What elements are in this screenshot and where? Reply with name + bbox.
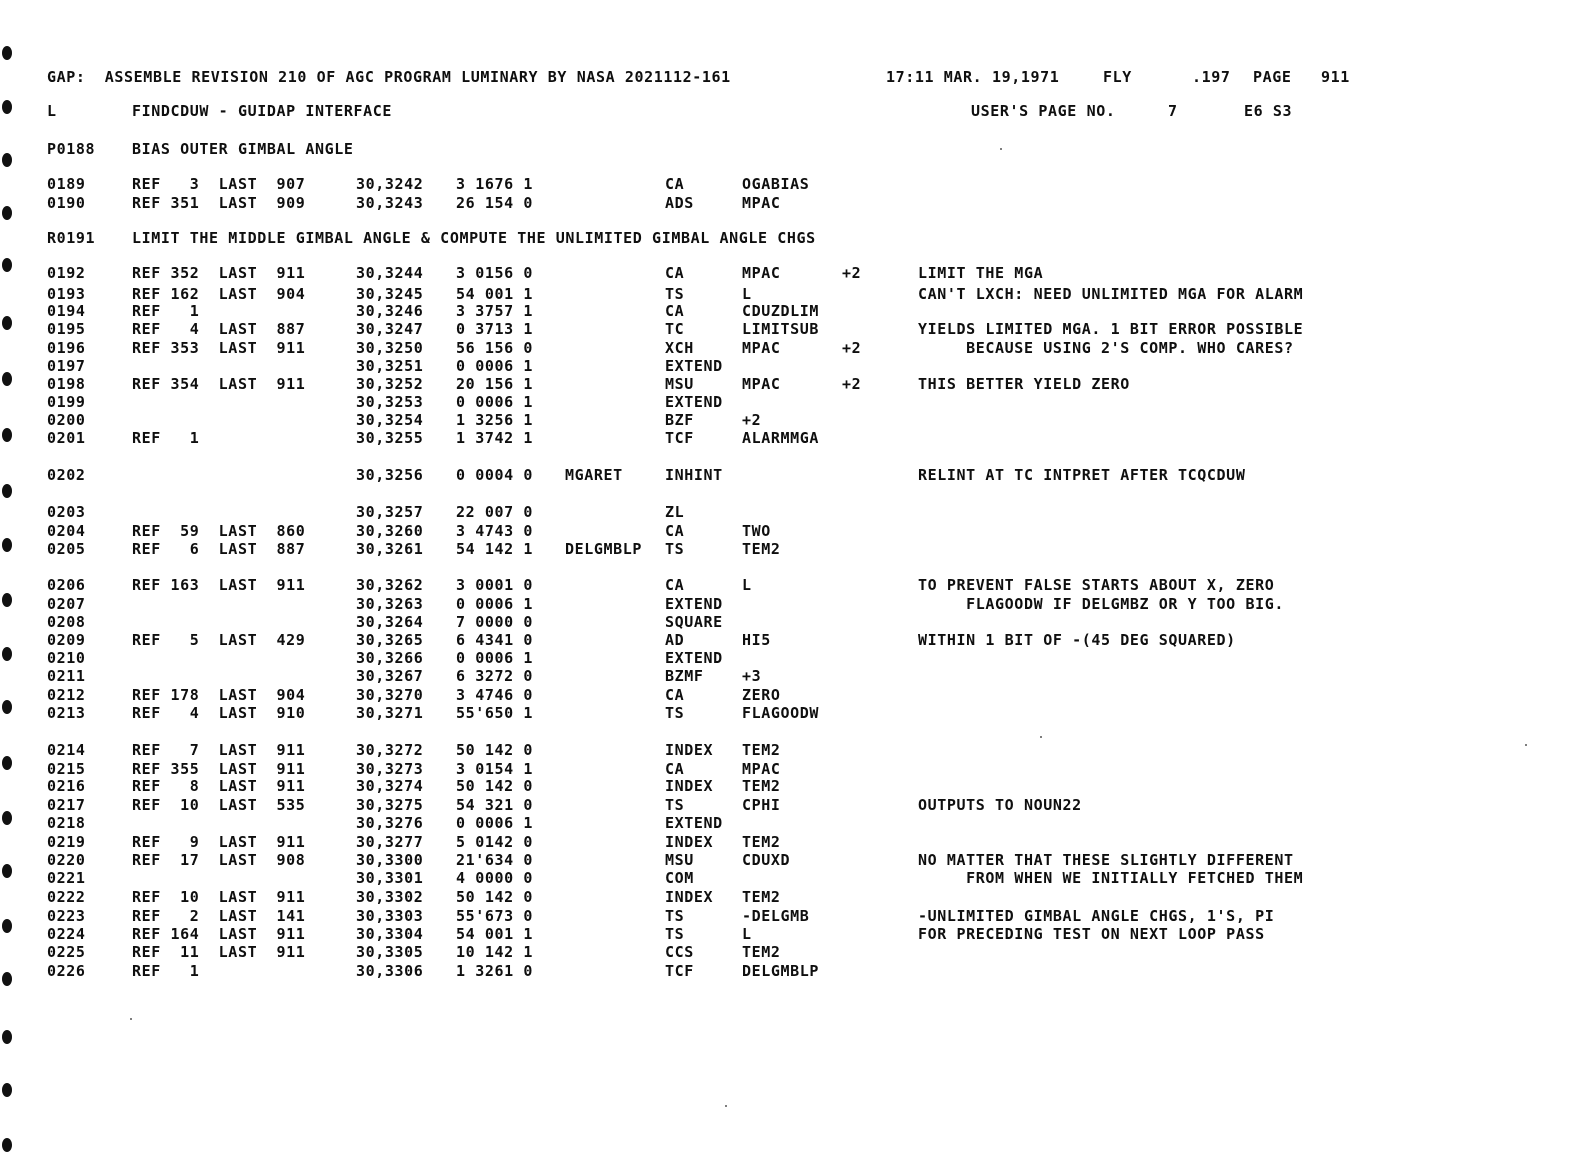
- page-number: 911: [1321, 68, 1350, 86]
- octal-word: 54 321 0: [456, 796, 534, 814]
- line-number: 0204: [47, 522, 86, 540]
- comment: RELINT AT TC INTPRET AFTER TCQCDUW: [918, 466, 1246, 484]
- octal-word: 55'673 0: [456, 907, 534, 925]
- octal-word: 0 0006 1: [456, 357, 534, 375]
- operand: TEM2: [742, 741, 781, 759]
- location: 30,3300: [356, 851, 424, 869]
- line-number: 0198: [47, 375, 86, 393]
- feed-hole: [2, 258, 12, 272]
- remark-text: BIAS OUTER GIMBAL ANGLE: [132, 140, 354, 158]
- feed-hole: [2, 100, 12, 114]
- opcode: BZF: [665, 411, 694, 429]
- ref-column: REF 164 LAST 911: [132, 925, 306, 943]
- operand: CPHI: [742, 796, 781, 814]
- ref-column: REF 10 LAST 535: [132, 796, 306, 814]
- line-number: 0223: [47, 907, 86, 925]
- line-number: 0205: [47, 540, 86, 558]
- line-number: 0202: [47, 466, 86, 484]
- ref-column: REF 352 LAST 911: [132, 264, 306, 282]
- location: 30,3302: [356, 888, 424, 906]
- line-number: 0222: [47, 888, 86, 906]
- opcode: TS: [665, 796, 685, 814]
- ref-column: REF 11 LAST 911: [132, 943, 306, 961]
- feed-hole: [2, 756, 12, 770]
- octal-word: 54 001 1: [456, 925, 534, 943]
- feed-hole: [2, 538, 12, 552]
- operand: L: [742, 576, 752, 594]
- opcode: TCF: [665, 962, 694, 980]
- subheader-title: FINDCDUW - GUIDAP INTERFACE: [132, 102, 393, 120]
- opcode: CA: [665, 576, 685, 594]
- operand: TEM2: [742, 888, 781, 906]
- octal-word: 4 0000 0: [456, 869, 534, 887]
- octal-word: 0 0006 1: [456, 649, 534, 667]
- comment: CAN'T LXCH: NEED UNLIMITED MGA FOR ALARM: [918, 285, 1304, 303]
- paper-speck: [725, 1105, 727, 1107]
- ref-column: REF 7 LAST 911: [132, 741, 306, 759]
- sheet-id: E6 S3: [1244, 102, 1293, 120]
- ref-column: REF 8 LAST 911: [132, 777, 306, 795]
- line-number: 0217: [47, 796, 86, 814]
- location: 30,3274: [356, 777, 424, 795]
- ref-column: REF 2 LAST 141: [132, 907, 306, 925]
- line-number: 0193: [47, 285, 86, 303]
- operand-offset: +2: [842, 375, 862, 393]
- ref-column: REF 353 LAST 911: [132, 339, 306, 357]
- octal-word: 22 007 0: [456, 503, 534, 521]
- line-number: 0221: [47, 869, 86, 887]
- octal-word: 3 0154 1: [456, 760, 534, 778]
- remark-line-number: R0191: [47, 229, 96, 247]
- line-number: 0200: [47, 411, 86, 429]
- line-number: 0194: [47, 302, 86, 320]
- ref-column: REF 6 LAST 887: [132, 540, 306, 558]
- opcode: INDEX: [665, 741, 714, 759]
- opcode: TS: [665, 907, 685, 925]
- operand: TWO: [742, 522, 771, 540]
- comment: NO MATTER THAT THESE SLIGHTLY DIFFERENT: [918, 851, 1294, 869]
- octal-word: 0 0006 1: [456, 595, 534, 613]
- location: 30,3273: [356, 760, 424, 778]
- opcode: SQUARE: [665, 613, 723, 631]
- opcode: TS: [665, 704, 685, 722]
- tractor-feed-holes: [0, 0, 18, 1167]
- remark-text: LIMIT THE MIDDLE GIMBAL ANGLE & COMPUTE THE UNLIMITED GIMBAL ANGLE CHGS: [132, 229, 816, 247]
- ref-column: REF 1: [132, 429, 200, 447]
- feed-hole: [2, 811, 12, 825]
- location: 30,3250: [356, 339, 424, 357]
- octal-word: 1 3742 1: [456, 429, 534, 447]
- feed-hole: [2, 372, 12, 386]
- remark-line-number: P0188: [47, 140, 96, 158]
- opcode: CA: [665, 686, 685, 704]
- feed-hole: [2, 700, 12, 714]
- octal-word: 7 0000 0: [456, 613, 534, 631]
- location: 30,3276: [356, 814, 424, 832]
- location: 30,3263: [356, 595, 424, 613]
- octal-word: 3 4746 0: [456, 686, 534, 704]
- ref-column: REF 4 LAST 887: [132, 320, 306, 338]
- location: 30,3251: [356, 357, 424, 375]
- listing-header-title: GAP: ASSEMBLE REVISION 210 OF AGC PROGRAM LUMINARY BY NASA 2021112-161: [47, 68, 731, 86]
- operand: FLAGOODW: [742, 704, 820, 722]
- octal-word: 0 0006 1: [456, 393, 534, 411]
- location: 30,3260: [356, 522, 424, 540]
- opcode: CA: [665, 302, 685, 320]
- location: 30,3247: [356, 320, 424, 338]
- comment: FLAGOODW IF DELGMBZ OR Y TOO BIG.: [918, 595, 1284, 613]
- feed-hole: [2, 206, 12, 220]
- line-number: 0190: [47, 194, 86, 212]
- comment: -UNLIMITED GIMBAL ANGLE CHGS, 1'S, PI: [918, 907, 1275, 925]
- opcode: CA: [665, 522, 685, 540]
- operand: +2: [742, 411, 762, 429]
- opcode: AD: [665, 631, 685, 649]
- listing-mode: FLY: [1103, 68, 1132, 86]
- opcode: EXTEND: [665, 357, 723, 375]
- operand: TEM2: [742, 777, 781, 795]
- line-number: 0210: [47, 649, 86, 667]
- opcode: INHINT: [665, 466, 723, 484]
- octal-word: 6 3272 0: [456, 667, 534, 685]
- octal-word: 0 0006 1: [456, 814, 534, 832]
- line-number: 0192: [47, 264, 86, 282]
- operand: MPAC: [742, 760, 781, 778]
- location: 30,3275: [356, 796, 424, 814]
- operand: TEM2: [742, 540, 781, 558]
- octal-word: 0 3713 1: [456, 320, 534, 338]
- octal-word: 55'650 1: [456, 704, 534, 722]
- listing-revision: .197: [1192, 68, 1231, 86]
- operand: MPAC: [742, 194, 781, 212]
- ref-column: REF 10 LAST 911: [132, 888, 306, 906]
- operand: OGABIAS: [742, 175, 810, 193]
- operand: HI5: [742, 631, 771, 649]
- comment: WITHIN 1 BIT OF -(45 DEG SQUARED): [918, 631, 1236, 649]
- operand: CDUXD: [742, 851, 791, 869]
- location: 30,3265: [356, 631, 424, 649]
- opcode: CCS: [665, 943, 694, 961]
- comment: OUTPUTS TO NOUN22: [918, 796, 1082, 814]
- comment: BECAUSE USING 2'S COMP. WHO CARES?: [918, 339, 1294, 357]
- octal-word: 50 142 0: [456, 888, 534, 906]
- location: 30,3261: [356, 540, 424, 558]
- ref-column: REF 354 LAST 911: [132, 375, 306, 393]
- paper-speck: [1000, 148, 1002, 150]
- opcode: TCF: [665, 429, 694, 447]
- ref-column: REF 163 LAST 911: [132, 576, 306, 594]
- feed-hole: [2, 484, 12, 498]
- opcode: MSU: [665, 375, 694, 393]
- octal-word: 3 1676 1: [456, 175, 534, 193]
- line-number: 0201: [47, 429, 86, 447]
- octal-word: 3 0156 0: [456, 264, 534, 282]
- location: 30,3255: [356, 429, 424, 447]
- opcode: MSU: [665, 851, 694, 869]
- line-number: 0207: [47, 595, 86, 613]
- operand: -DELGMB: [742, 907, 810, 925]
- opcode: ADS: [665, 194, 694, 212]
- ref-column: REF 59 LAST 860: [132, 522, 306, 540]
- ref-column: REF 162 LAST 904: [132, 285, 306, 303]
- operand-offset: +2: [842, 264, 862, 282]
- location: 30,3253: [356, 393, 424, 411]
- location: 30,3257: [356, 503, 424, 521]
- opcode: BZMF: [665, 667, 704, 685]
- location: 30,3303: [356, 907, 424, 925]
- subheader-marker: L: [47, 102, 57, 120]
- octal-word: 1 3261 0: [456, 962, 534, 980]
- operand: ALARMMGA: [742, 429, 820, 447]
- users-page-number: 7: [1168, 102, 1178, 120]
- octal-word: 3 3757 1: [456, 302, 534, 320]
- comment: LIMIT THE MGA: [918, 264, 1044, 282]
- feed-hole: [2, 864, 12, 878]
- line-number: 0220: [47, 851, 86, 869]
- location: 30,3262: [356, 576, 424, 594]
- location: 30,3244: [356, 264, 424, 282]
- paper-speck: [130, 1018, 132, 1020]
- line-number: 0195: [47, 320, 86, 338]
- feed-hole: [2, 46, 12, 60]
- line-number: 0208: [47, 613, 86, 631]
- location: 30,3272: [356, 741, 424, 759]
- line-number: 0189: [47, 175, 86, 193]
- operand: TEM2: [742, 943, 781, 961]
- opcode: CA: [665, 264, 685, 282]
- feed-hole: [2, 428, 12, 442]
- octal-word: 10 142 1: [456, 943, 534, 961]
- octal-word: 6 4341 0: [456, 631, 534, 649]
- octal-word: 50 142 0: [456, 777, 534, 795]
- location: 30,3271: [356, 704, 424, 722]
- opcode: CA: [665, 760, 685, 778]
- ref-column: REF 5 LAST 429: [132, 631, 306, 649]
- line-number: 0203: [47, 503, 86, 521]
- octal-word: 56 156 0: [456, 339, 534, 357]
- opcode: EXTEND: [665, 649, 723, 667]
- feed-hole: [2, 1083, 12, 1097]
- symbol-label: MGARET: [565, 466, 623, 484]
- ref-column: REF 9 LAST 911: [132, 833, 306, 851]
- operand: ZERO: [742, 686, 781, 704]
- line-number: 0197: [47, 357, 86, 375]
- location: 30,3305: [356, 943, 424, 961]
- line-number: 0212: [47, 686, 86, 704]
- opcode: CA: [665, 175, 685, 193]
- location: 30,3246: [356, 302, 424, 320]
- opcode: INDEX: [665, 833, 714, 851]
- location: 30,3304: [356, 925, 424, 943]
- feed-hole: [2, 153, 12, 167]
- octal-word: 5 0142 0: [456, 833, 534, 851]
- line-number: 0214: [47, 741, 86, 759]
- octal-word: 20 156 1: [456, 375, 534, 393]
- opcode: TS: [665, 540, 685, 558]
- operand: MPAC: [742, 375, 781, 393]
- octal-word: 26 154 0: [456, 194, 534, 212]
- octal-word: 54 142 1: [456, 540, 534, 558]
- location: 30,3306: [356, 962, 424, 980]
- comment: THIS BETTER YIELD ZERO: [918, 375, 1130, 393]
- feed-hole: [2, 593, 12, 607]
- line-number: 0224: [47, 925, 86, 943]
- opcode: TC: [665, 320, 685, 338]
- operand: MPAC: [742, 264, 781, 282]
- ref-column: REF 1: [132, 302, 200, 320]
- location: 30,3256: [356, 466, 424, 484]
- operand: L: [742, 925, 752, 943]
- opcode: EXTEND: [665, 595, 723, 613]
- symbol-label: DELGMBLP: [565, 540, 643, 558]
- octal-word: 21'634 0: [456, 851, 534, 869]
- ref-column: REF 3 LAST 907: [132, 175, 306, 193]
- ref-column: REF 355 LAST 911: [132, 760, 306, 778]
- location: 30,3301: [356, 869, 424, 887]
- comment: FROM WHEN WE INITIALLY FETCHED THEM: [918, 869, 1304, 887]
- location: 30,3254: [356, 411, 424, 429]
- feed-hole: [2, 647, 12, 661]
- operand: MPAC: [742, 339, 781, 357]
- operand: TEM2: [742, 833, 781, 851]
- location: 30,3264: [356, 613, 424, 631]
- location: 30,3252: [356, 375, 424, 393]
- operand: LIMITSUB: [742, 320, 820, 338]
- line-number: 0219: [47, 833, 86, 851]
- opcode: TS: [665, 285, 685, 303]
- opcode: EXTEND: [665, 393, 723, 411]
- operand-offset: +2: [842, 339, 862, 357]
- line-number: 0199: [47, 393, 86, 411]
- users-page-label: USER'S PAGE NO.: [971, 102, 1116, 120]
- opcode: INDEX: [665, 888, 714, 906]
- operand: +3: [742, 667, 762, 685]
- ref-column: REF 4 LAST 910: [132, 704, 306, 722]
- comment: FOR PRECEDING TEST ON NEXT LOOP PASS: [918, 925, 1265, 943]
- operand: CDUZDLIM: [742, 302, 820, 320]
- location: 30,3243: [356, 194, 424, 212]
- opcode: COM: [665, 869, 694, 887]
- operand: DELGMBLP: [742, 962, 820, 980]
- line-number: 0213: [47, 704, 86, 722]
- line-number: 0218: [47, 814, 86, 832]
- opcode: INDEX: [665, 777, 714, 795]
- line-number: 0206: [47, 576, 86, 594]
- octal-word: 50 142 0: [456, 741, 534, 759]
- opcode: EXTEND: [665, 814, 723, 832]
- octal-word: 3 0001 0: [456, 576, 534, 594]
- location: 30,3267: [356, 667, 424, 685]
- paper-speck: [1525, 744, 1527, 746]
- octal-word: 1 3256 1: [456, 411, 534, 429]
- opcode: TS: [665, 925, 685, 943]
- page-label: PAGE: [1253, 68, 1292, 86]
- location: 30,3242: [356, 175, 424, 193]
- ref-column: REF 17 LAST 908: [132, 851, 306, 869]
- operand: L: [742, 285, 752, 303]
- location: 30,3245: [356, 285, 424, 303]
- octal-word: 3 4743 0: [456, 522, 534, 540]
- octal-word: 54 001 1: [456, 285, 534, 303]
- line-number: 0225: [47, 943, 86, 961]
- comment: YIELDS LIMITED MGA. 1 BIT ERROR POSSIBLE: [918, 320, 1304, 338]
- feed-hole: [2, 919, 12, 933]
- feed-hole: [2, 1138, 12, 1152]
- ref-column: REF 178 LAST 904: [132, 686, 306, 704]
- feed-hole: [2, 1030, 12, 1044]
- paper-speck: [1040, 736, 1042, 738]
- opcode: ZL: [665, 503, 685, 521]
- feed-hole: [2, 972, 12, 986]
- octal-word: 0 0004 0: [456, 466, 534, 484]
- line-number: 0216: [47, 777, 86, 795]
- line-number: 0211: [47, 667, 86, 685]
- line-number: 0215: [47, 760, 86, 778]
- ref-column: REF 351 LAST 909: [132, 194, 306, 212]
- ref-column: REF 1: [132, 962, 200, 980]
- comment: TO PREVENT FALSE STARTS ABOUT X, ZERO: [918, 576, 1275, 594]
- location: 30,3270: [356, 686, 424, 704]
- opcode: XCH: [665, 339, 694, 357]
- line-number: 0209: [47, 631, 86, 649]
- location: 30,3277: [356, 833, 424, 851]
- line-number: 0196: [47, 339, 86, 357]
- listing-timestamp: 17:11 MAR. 19,1971: [886, 68, 1060, 86]
- feed-hole: [2, 316, 12, 330]
- location: 30,3266: [356, 649, 424, 667]
- line-number: 0226: [47, 962, 86, 980]
